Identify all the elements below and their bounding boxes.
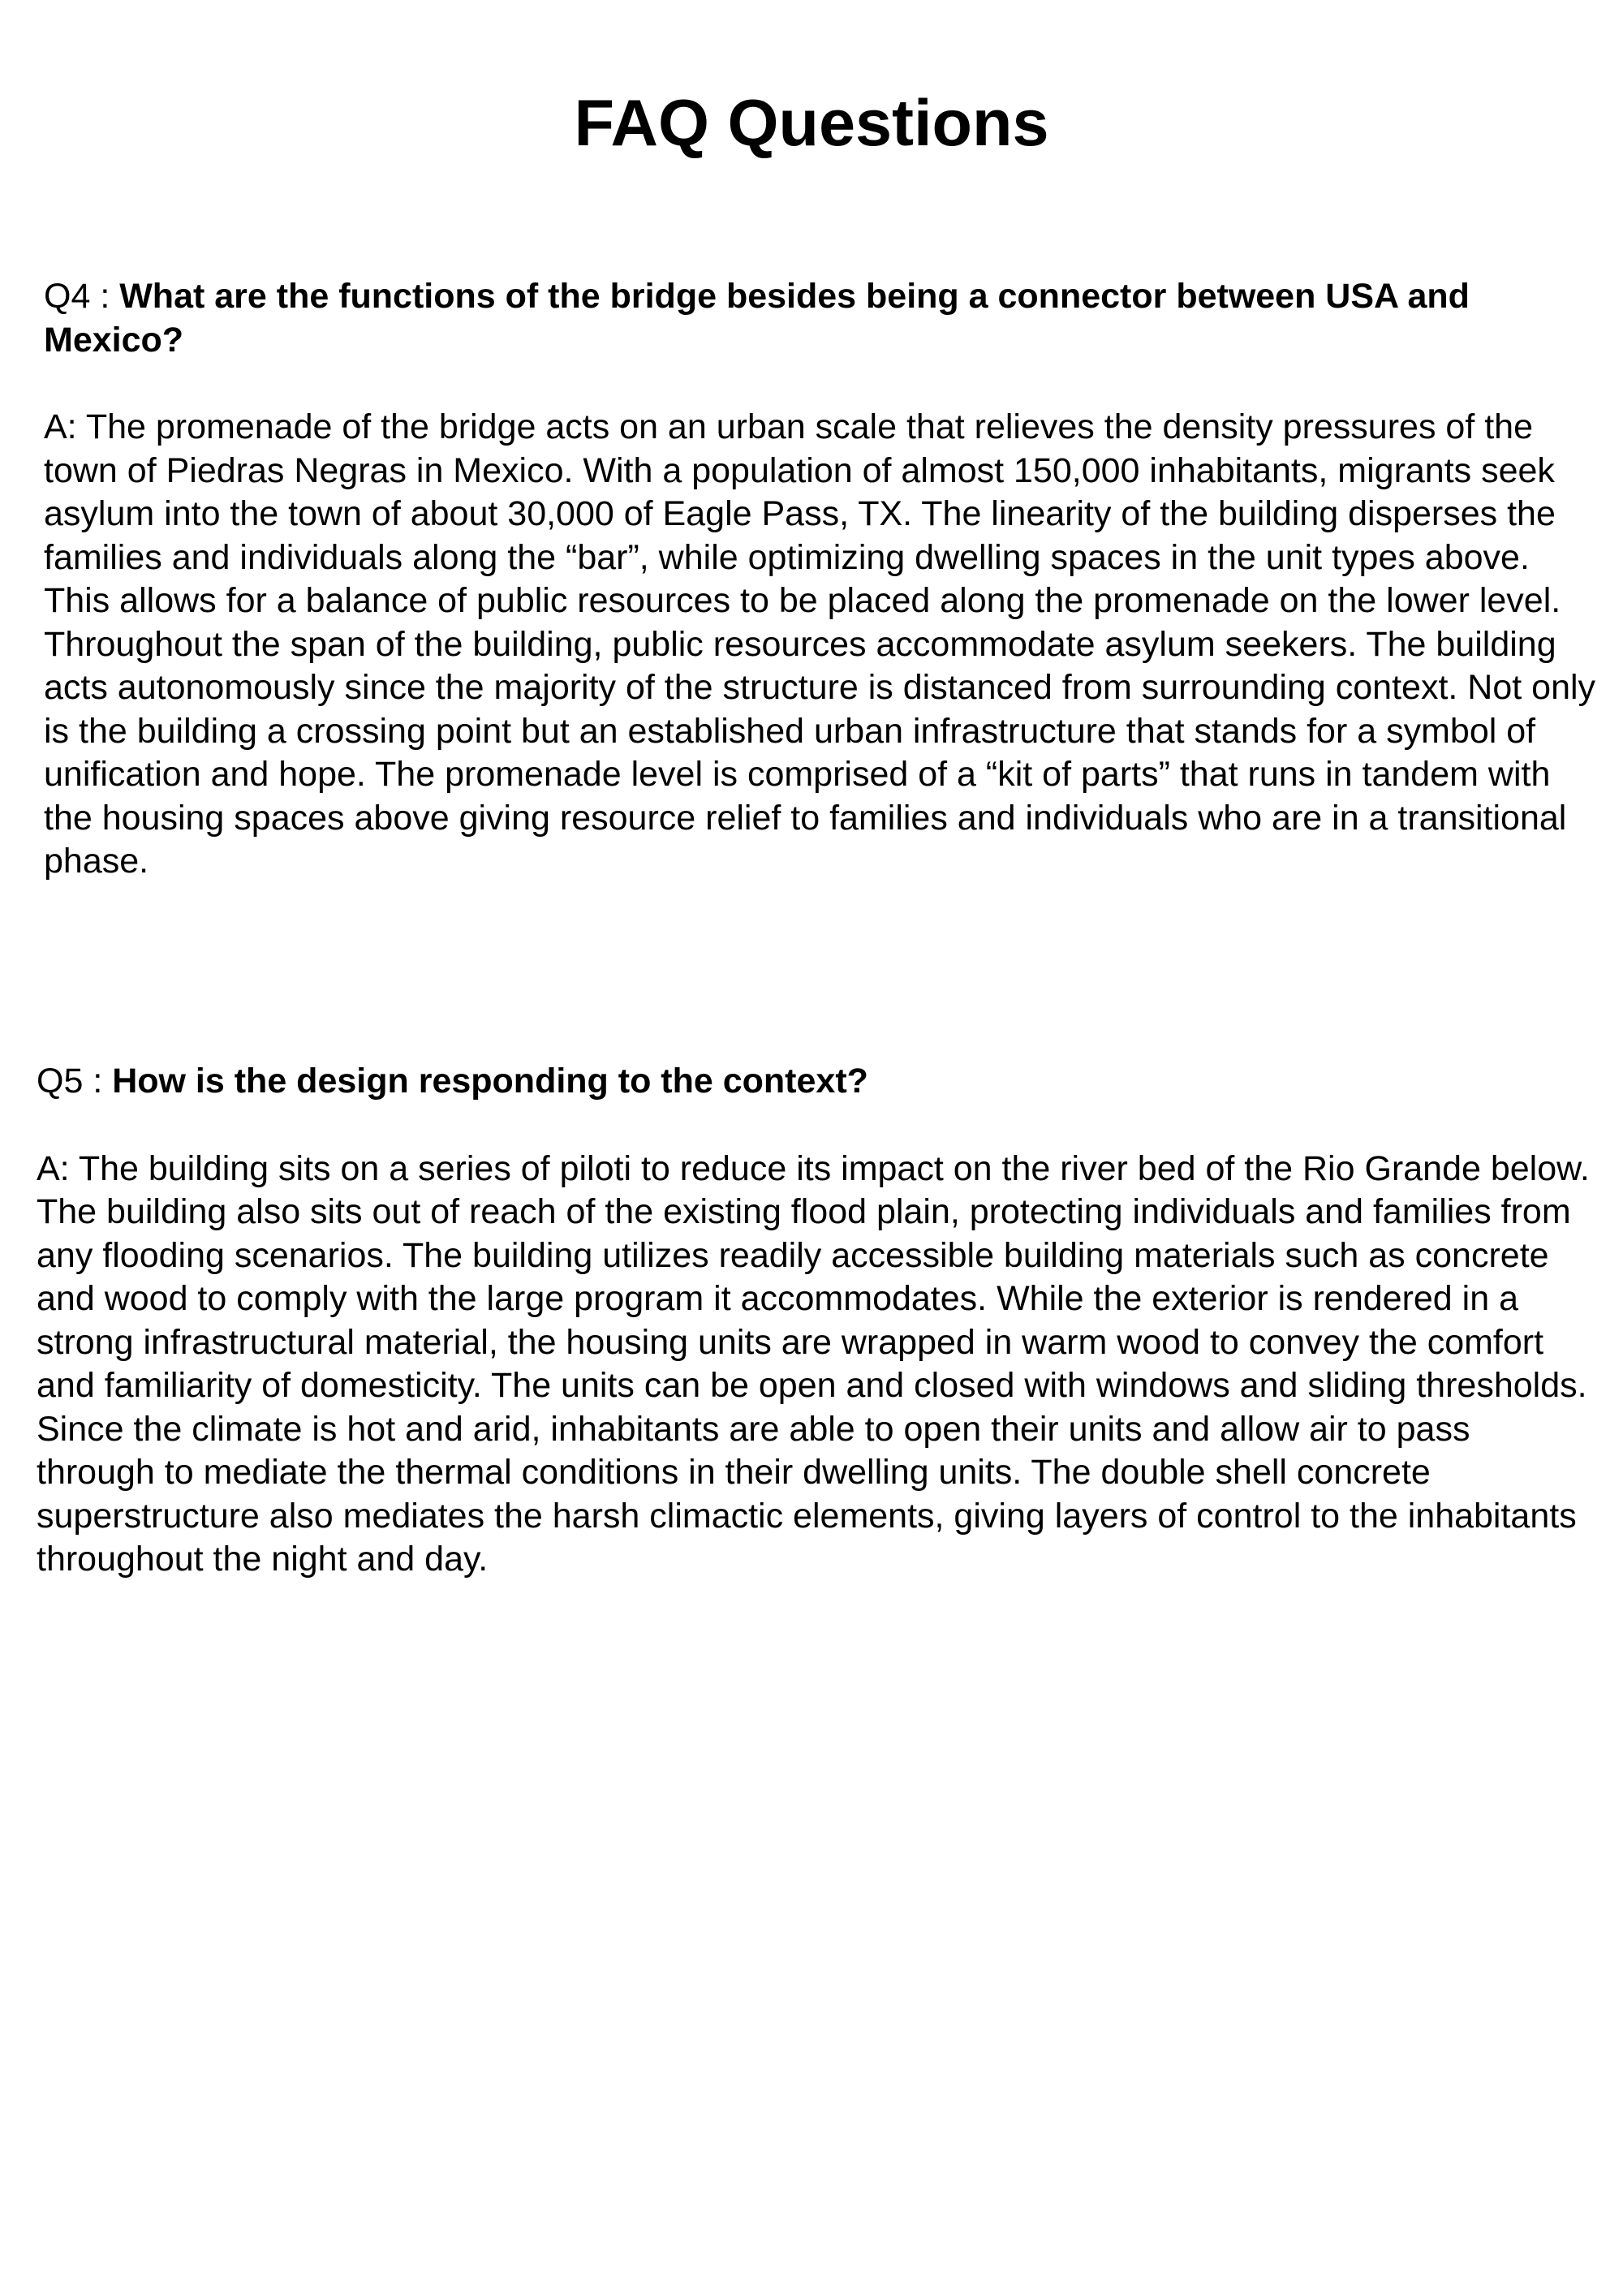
- page-title: FAQ Questions: [574, 87, 1049, 160]
- question-number: Q4: [44, 277, 91, 316]
- faq-answer: [37, 1148, 1595, 1582]
- question-text: What are the functions of the bridge besides being a connector between USA and Mexico?: [44, 277, 1470, 360]
- faq-item-q5: [37, 1060, 1595, 1582]
- faq-item-q4: [44, 275, 1602, 884]
- question-separator: :: [90, 277, 120, 316]
- question-number: Q5: [37, 1062, 84, 1101]
- answer-prefix: A:: [37, 1148, 79, 1188]
- faq-question: [37, 1060, 1595, 1104]
- faq-question: [44, 275, 1602, 362]
- question-text: How is the design responding to the context?: [112, 1062, 868, 1101]
- answer-prefix: A:: [44, 407, 86, 446]
- answer-text: The promenade of the bridge acts on an urban scale that relieves the density pressures of the town of Piedras Negras in Mexico. With a population of almost 150,000 inhabitants, migrants seek asylum into the town of about 30,000 of Eagle Pass, TX. The linearity of the building disperses the families and individuals along the “bar”, while optimizing dwelling spaces in the unit types above. This allows for a balance of public resources to be placed along the promenade on the lower level. Throughout the span of the building, public resources accommodate asylum seekers. The building acts autonomously since the majority of the structure is distanced from surrounding context. Not only is the building a crossing point but an established urban infrastructure that stands for a symbol of unification and hope. The promenade level is comprised of a “kit of parts” that runs in tandem with the housing spaces above giving resource relief to families and individuals who are in a transitional phase.: [44, 407, 1596, 881]
- faq-answer: [44, 406, 1602, 884]
- answer-text: The building sits on a series of piloti to reduce its impact on the river bed of the Rio Grande below. The building also sits out of reach of the existing flood plain, protecting individuals and families from any flooding scenarios. The building utilizes readily accessible building materials such as concrete and wood to comply with the large program it accommodates. While the exterior is rendered in a strong infrastructural material, the housing units are wrapped in warm wood to convey the comfort and familiarity of domesticity. The units can be open and closed with windows and sliding thresholds. Since the climate is hot and arid, inhabitants are able to open their units and allow air to pass through to mediate the thermal conditions in their dwelling units. The double shell concrete superstructure also mediates the harsh climactic elements, giving layers of control to the inhabitants throughout the night and day.: [37, 1148, 1590, 1579]
- question-separator: :: [83, 1062, 113, 1101]
